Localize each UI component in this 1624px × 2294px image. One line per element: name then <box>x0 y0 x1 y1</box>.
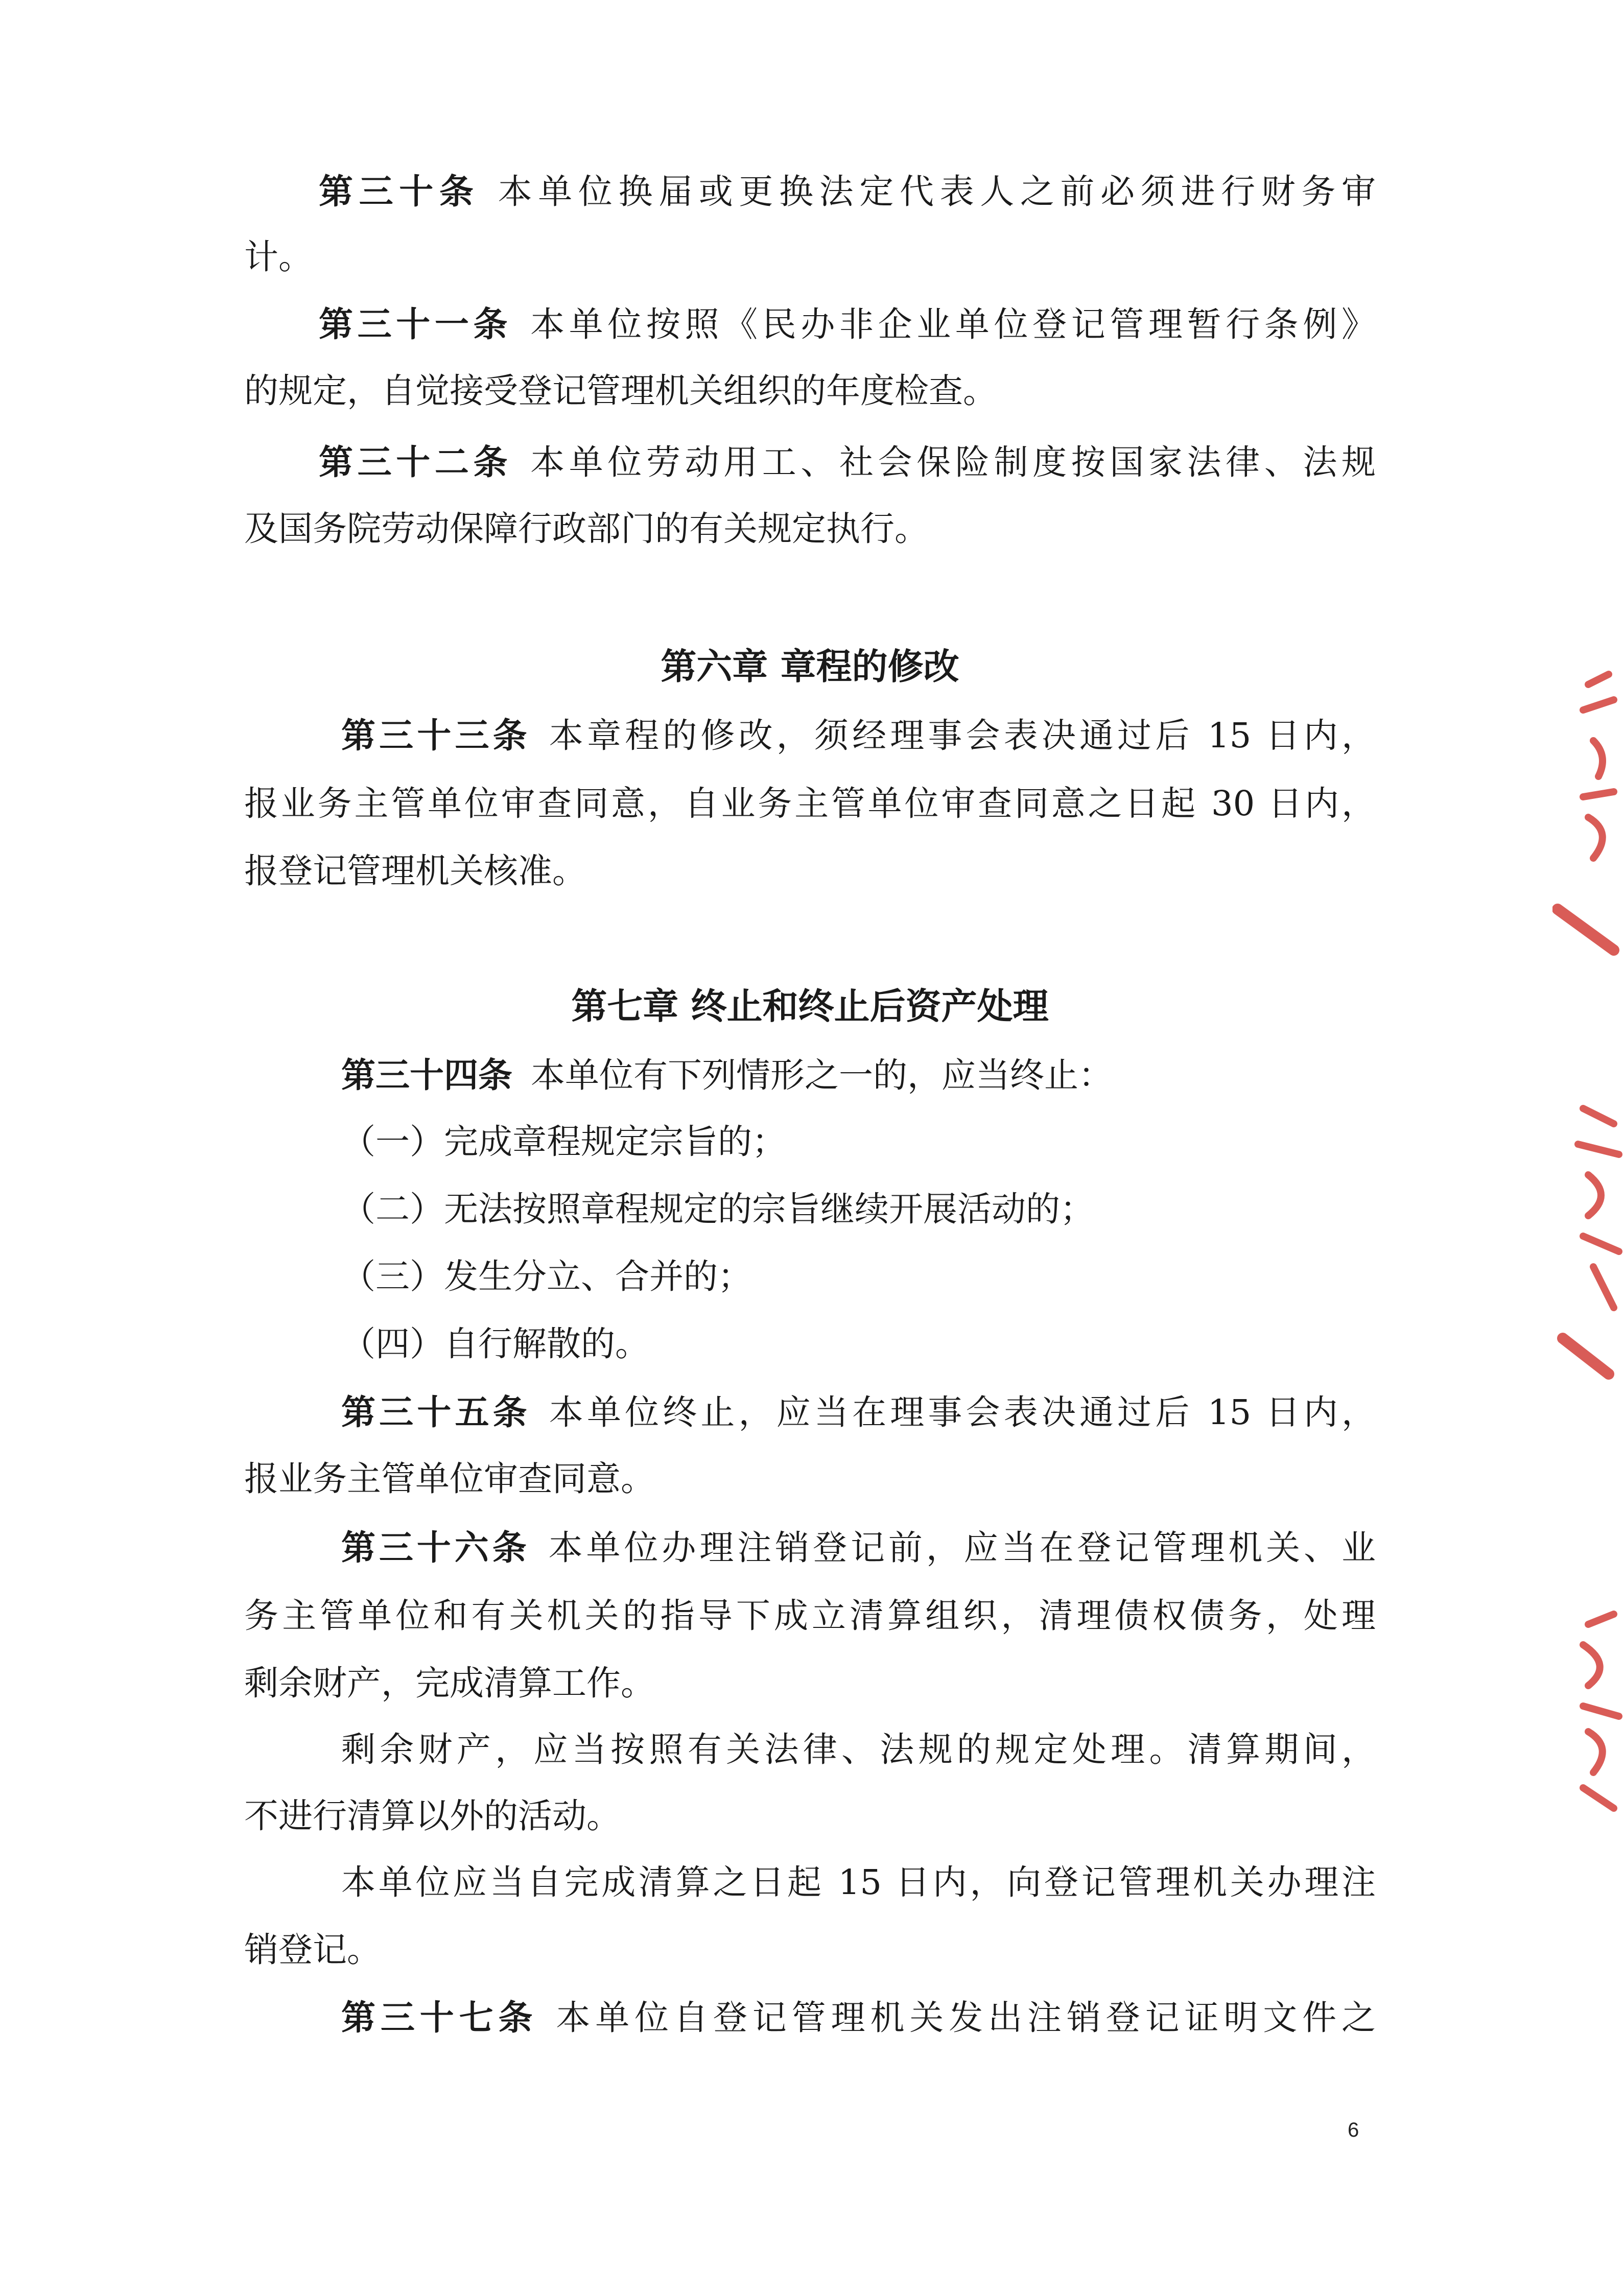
article-35-text: 本单位终止，应当在理事会表决通过后 15 日内， <box>549 1392 1376 1432</box>
article-31-line-1 <box>244 301 1376 347</box>
article-31-label: 第三十一条 <box>319 304 512 344</box>
article-35-line-2: 报业务主管单位审查同意。 <box>244 1459 655 1499</box>
article-34-line-1 <box>244 1052 1376 1098</box>
article-32-label: 第三十二条 <box>319 442 512 482</box>
article-35-label: 第三十五条 <box>341 1392 531 1432</box>
article-31-line-2: 的规定，自觉接受登记管理机关组织的年度检查。 <box>244 371 997 411</box>
article-36-para-3-line-1: 本单位应当自完成清算之日起 15 日内，向登记管理机关办理注 <box>341 1862 1376 1902</box>
article-32-line-2: 及国务院劳动保障行政部门的有关规定执行。 <box>244 509 929 549</box>
article-31-text: 本单位按照《民办非企业单位登记管理暂行条例》 <box>530 304 1376 344</box>
seal-fragment <box>1552 664 1624 1941</box>
article-34-text: 本单位有下列情形之一的，应当终止： <box>531 1055 1113 1095</box>
article-36-para-3-line-2: 销登记。 <box>244 1930 381 1970</box>
article-33-line-3: 报登记管理机关核准。 <box>244 851 586 891</box>
article-37-label: 第三十七条 <box>341 1998 538 2038</box>
article-33-text: 本章程的修改，须经理事会表决通过后 15 日内， <box>549 716 1376 755</box>
article-36-para-2-line-1: 剩余财产，应当按照有关法律、法规的规定处理。清算期间， <box>341 1730 1376 1769</box>
article-32-line-1 <box>244 439 1376 485</box>
article-30-label: 第三十条 <box>319 172 480 211</box>
article-36-label: 第三十六条 <box>341 1528 530 1568</box>
article-30-line-1 <box>244 169 1376 215</box>
article-34-item-3: （三）发生分立、合并的； <box>341 1257 752 1296</box>
article-37-line-1 <box>244 1995 1376 2041</box>
article-36-line-2: 务主管单位和有关机关的指导下成立清算组织，清理债权债务，处理 <box>244 1596 1376 1636</box>
article-34-item-1: （一）完成章程规定宗旨的； <box>341 1122 786 1162</box>
article-33-line-1 <box>244 713 1376 759</box>
article-33-line-2: 报业务主管单位审查同意，自业务主管单位审查同意之日起 30 日内， <box>244 784 1376 823</box>
article-34-item-2: （二）无法按照章程规定的宗旨继续开展活动的； <box>341 1189 1094 1229</box>
article-34-label: 第三十四条 <box>341 1055 512 1095</box>
article-37-text: 本单位自登记管理机关发出注销登记证明文件之 <box>556 1998 1376 2038</box>
chapter-6-heading: 第六章 章程的修改 <box>661 646 959 688</box>
article-36-line-3: 剩余财产，完成清算工作。 <box>244 1663 655 1703</box>
article-33-label: 第三十三条 <box>341 716 531 755</box>
article-32-text: 本单位劳动用工、社会保险制度按国家法律、法规 <box>530 442 1376 482</box>
article-34-item-4: （四）自行解散的。 <box>341 1324 649 1364</box>
chapter-7-heading: 第七章 终止和终止后资产处理 <box>571 985 1049 1027</box>
article-36-line-1 <box>244 1525 1376 1571</box>
article-30-text: 本单位换届或更换法定代表人之前必须进行财务审 <box>498 172 1376 211</box>
article-36-para-2-line-2: 不进行清算以外的活动。 <box>244 1796 621 1836</box>
article-36-text: 本单位办理注销登记前，应当在登记管理机关、业 <box>548 1528 1376 1568</box>
page-number: 6 <box>1348 2119 1359 2141</box>
article-35-line-1 <box>244 1389 1376 1435</box>
article-30-line-2: 计。 <box>244 237 313 277</box>
